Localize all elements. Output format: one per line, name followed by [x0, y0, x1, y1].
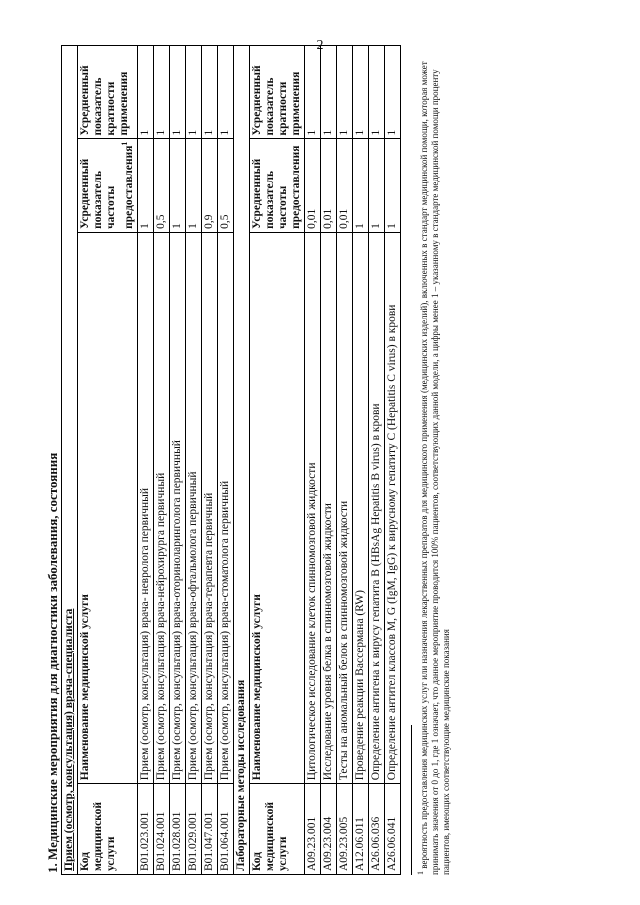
- footnote-mark: 1: [415, 871, 425, 875]
- cell-code: B01.024.001: [153, 784, 169, 875]
- header-multiplicity: Усредненный показатель кратности применения: [249, 46, 304, 139]
- block2-subtitle-row: [233, 46, 249, 875]
- cell-multiplicity: 1: [352, 46, 368, 139]
- header-code: Код медицинской услуги: [78, 784, 138, 875]
- cell-multiplicity: 1: [336, 46, 352, 139]
- block2-rows: [304, 46, 400, 875]
- cell-name: Прием (осмотр, консультация) врача-нейрохирурга первичный: [153, 232, 169, 783]
- cell-multiplicity: 1: [217, 46, 233, 139]
- cell-code: A09.23.001: [304, 784, 320, 875]
- cell-code: A09.23.004: [320, 784, 336, 875]
- table-row: [304, 46, 320, 875]
- cell-multiplicity: 1: [201, 46, 217, 139]
- cell-multiplicity: 1: [368, 46, 384, 139]
- cell-frequency: 0,9: [201, 139, 217, 232]
- cell-name: Цитологическое исследование клеток спинномозговой жидкости: [304, 232, 320, 783]
- cell-code: A26.06.041: [384, 784, 400, 875]
- cell-code: B01.028.001: [169, 784, 185, 875]
- cell-name: Прием (осмотр, консультация) врача-стоматолога первичный: [217, 232, 233, 783]
- footnote-marker: 1: [120, 141, 129, 146]
- cell-frequency: 1: [169, 139, 185, 232]
- cell-multiplicity: 1: [185, 46, 201, 139]
- table-row: [217, 46, 233, 875]
- cell-frequency: 1: [185, 139, 201, 232]
- cell-multiplicity: 1: [169, 46, 185, 139]
- cell-name: Прием (осмотр, консультация) врача- невролога первичный: [137, 232, 153, 783]
- cell-frequency: 0,01: [320, 139, 336, 232]
- header-name: Наименование медицинской услуги: [249, 232, 304, 783]
- cell-name: Прием (осмотр, консультация) врача-офтальмолога первичный: [185, 232, 201, 783]
- cell-code: B01.023.001: [137, 784, 153, 875]
- cell-frequency: 1: [368, 139, 384, 232]
- cell-code: A12.06.011: [352, 784, 368, 875]
- cell-frequency: 1: [137, 139, 153, 232]
- footnote-divider: [411, 725, 412, 875]
- page-number: 2: [316, 38, 324, 53]
- cell-frequency: 0,5: [217, 139, 233, 232]
- cell-name: Определение антигена к вирусу гепатита B (HBsAg Hepatitis B virus) в крови: [368, 232, 384, 783]
- table-row: [368, 46, 384, 875]
- section-title: 1. Медицинские мероприятия для диагностики заболевания, состояния: [45, 452, 60, 873]
- table-row: [384, 46, 400, 875]
- cell-code: B01.047.001: [201, 784, 217, 875]
- table-row: [352, 46, 368, 875]
- table-row: [153, 46, 169, 875]
- cell-code: B01.064.001: [217, 784, 233, 875]
- header-code: Код медицинской услуги: [249, 784, 304, 875]
- header-frequency: Усредненный показатель частоты предоставления$^1$: [78, 139, 138, 232]
- cell-multiplicity: 1: [320, 46, 336, 139]
- block1-subtitle-row: [62, 46, 78, 875]
- block1-rows: [137, 46, 233, 875]
- table-row: [201, 46, 217, 875]
- header-name: Наименование медицинской услуги: [78, 232, 138, 783]
- services-table: [61, 45, 401, 875]
- cell-name: Определение антител классов M, G (IgM, IgG) к вирусному гепатиту C (Hepatitis C virus) в крови: [384, 232, 400, 783]
- table-row: [137, 46, 153, 875]
- cell-frequency: 0,5: [153, 139, 169, 232]
- cell-multiplicity: 1: [137, 46, 153, 139]
- table-row: [320, 46, 336, 875]
- cell-name: Исследование уровня белка в спинномозговой жидкости: [320, 232, 336, 783]
- block1-subtitle: Прием (осмотр, консультация) врача-специалиста: [62, 46, 78, 875]
- table-row: [185, 46, 201, 875]
- header-multiplicity: Усредненный показатель кратности применения: [78, 46, 138, 139]
- block2-subtitle: Лабораторные методы исследования: [233, 46, 249, 875]
- cell-name: Прием (осмотр, консультация) врача-терапевта первичный: [201, 232, 217, 783]
- table-row: [169, 46, 185, 875]
- cell-name: Проведение реакции Вассермана (RW): [352, 232, 368, 783]
- cell-code: A26.06.036: [368, 784, 384, 875]
- rotated-document-body: [45, 45, 605, 875]
- cell-multiplicity: 1: [384, 46, 400, 139]
- table-row: [336, 46, 352, 875]
- footnote: [415, 45, 452, 875]
- cell-multiplicity: 1: [153, 46, 169, 139]
- footnote-text: вероятность предоставления медицинских услуг или назначения лекарственных препаратов для медицинского применения (медицинских изделий), включенных в стандарт медицинской помощи, которая может принимать значения от 0 до 1, где 1 означает, что данное мероприятие проводится 100% пациентов, соответствующих данной модели, а цифры менее 1 – указанному в стандарте медицинской помощи проценту пациентов, имеющих соответствующие медицинские показания: [418, 61, 451, 875]
- cell-frequency: 1: [384, 139, 400, 232]
- block2-header-row: [249, 46, 304, 875]
- cell-frequency: 1: [352, 139, 368, 232]
- cell-name: Тесты на аномальный белок в спинномозговой жидкости: [336, 232, 352, 783]
- header-frequency: Усредненный показатель частоты предоставления: [249, 139, 304, 232]
- block1-header-row: [78, 46, 138, 875]
- cell-name: Прием (осмотр, консультация) врача-оториноларинголога первичный: [169, 232, 185, 783]
- cell-code: B01.029.001: [185, 784, 201, 875]
- cell-frequency: 0,01: [336, 139, 352, 232]
- cell-frequency: 0,01: [304, 139, 320, 232]
- cell-multiplicity: 1: [304, 46, 320, 139]
- cell-code: A09.23.005: [336, 784, 352, 875]
